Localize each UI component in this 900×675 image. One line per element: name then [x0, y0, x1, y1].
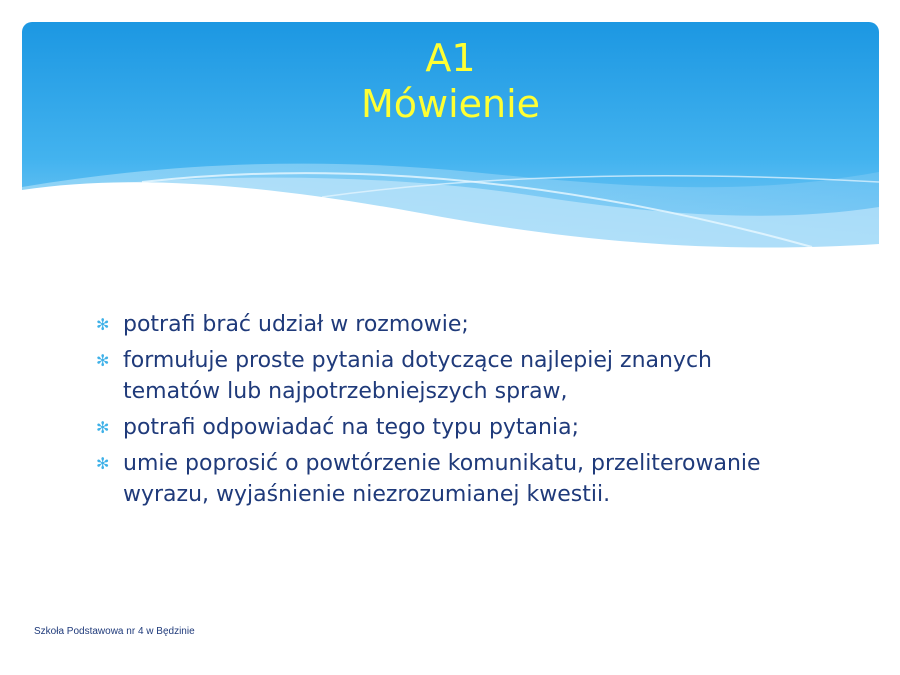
footer-school-name: Szkoła Podstawowa nr 4 w Będzinie	[34, 626, 195, 637]
title-line-level: A1	[425, 36, 476, 80]
bullet-text: umie poprosić o powtórzenie komunikatu, przeliterowanie wyrazu, wyjaśnienie niezrozumianej kwestii.	[123, 451, 761, 507]
title-line-topic: Mówienie	[360, 81, 541, 126]
list-item	[96, 413, 816, 443]
list-item	[96, 449, 816, 510]
asterisk-bullet-icon: ✻	[96, 315, 110, 334]
asterisk-bullet-icon: ✻	[96, 418, 110, 438]
bullet-list	[96, 310, 816, 516]
bullet-text: potrafi odpowiadać na tego typu pytania;	[123, 415, 579, 441]
bullet-text: formułuje proste pytania dotyczące najlepiej znanych tematów lub najpotrzebniejszych spraw,	[123, 348, 712, 404]
list-item	[96, 310, 816, 340]
list-item	[96, 346, 816, 407]
slide-title	[22, 38, 879, 126]
asterisk-bullet-icon: ✻	[96, 454, 110, 474]
bullet-text: potrafi brać udział w rozmowie;	[123, 312, 469, 337]
asterisk-bullet-icon: ✻	[96, 351, 110, 371]
